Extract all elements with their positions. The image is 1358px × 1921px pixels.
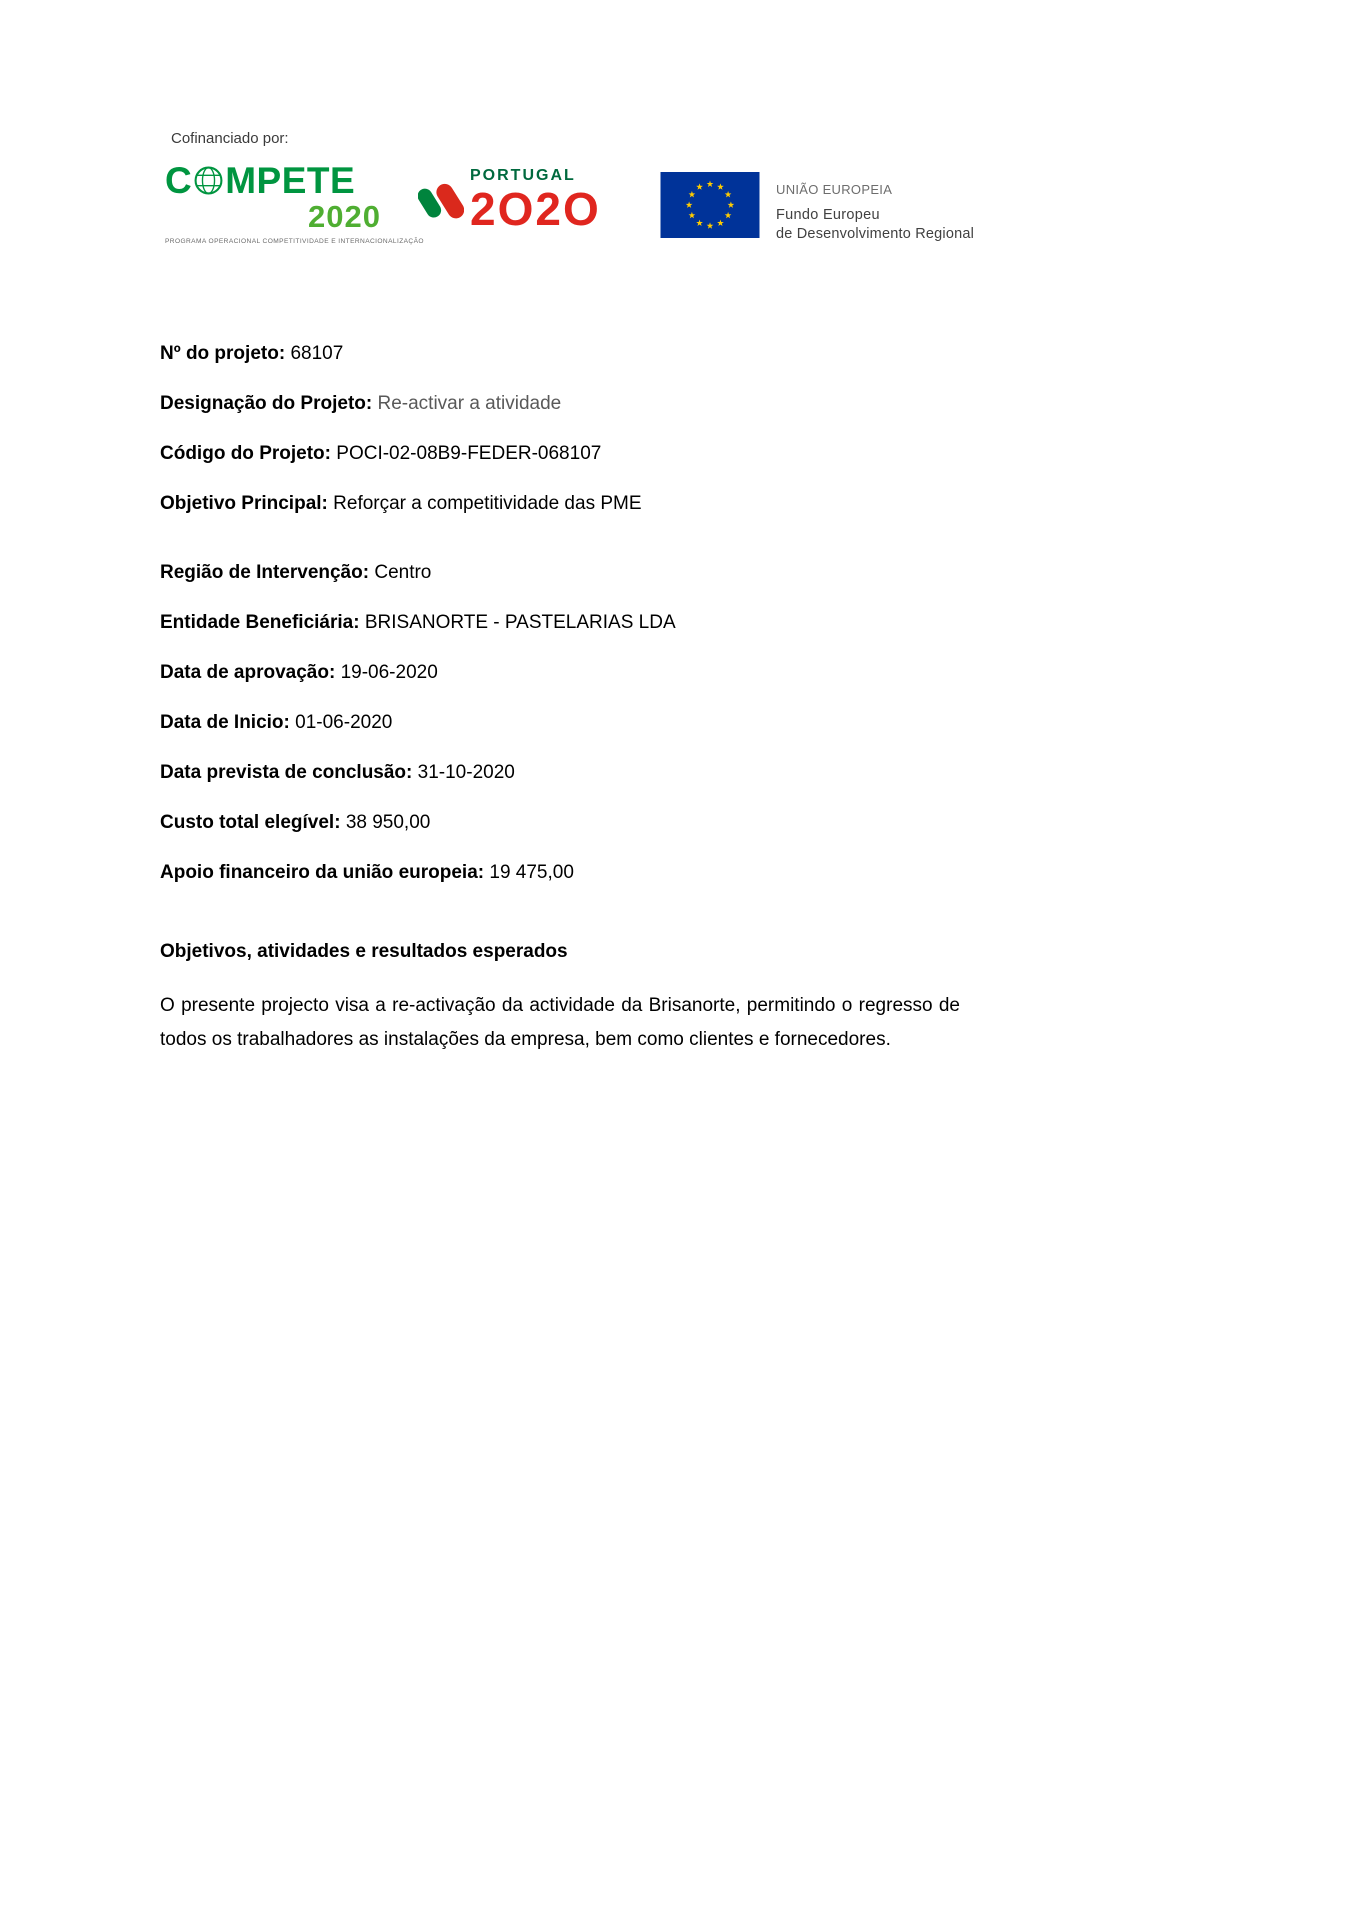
field-label: Data de Inicio: [160,712,290,733]
field-value: 19-06-2020 [340,662,438,683]
field-label: Nº do projeto: [160,343,286,364]
portugal-year: 2O2O [470,183,601,235]
field-value: Reforçar a competitividade das PME [333,493,642,514]
project-fields-secondary [160,561,960,884]
field-label: Data de aprovação: [160,662,336,683]
compete-year: 2020 [308,199,381,234]
field-row [160,811,960,834]
eu-logo [660,172,760,238]
field-label: Código do Projeto: [160,443,331,464]
field-row [160,761,960,784]
objectives-heading: Objetivos, atividades e resultados esperados [160,941,568,962]
project-fields-primary [160,342,960,515]
field-label: Região de Intervenção: [160,562,370,583]
cofinanced-by-label: Cofinanciado por: [171,130,289,147]
portugal-2020-logo [418,167,601,235]
field-value: 01-06-2020 [295,712,393,733]
field-value: 31-10-2020 [417,762,515,783]
field-label: Apoio financeiro da união europeia: [160,862,485,883]
field-value: 38 950,00 [345,812,431,833]
eu-caption-line3: de Desenvolvimento Regional [776,226,975,242]
field-row [160,492,960,515]
field-row [160,661,960,684]
field-row [160,342,960,365]
field-row [160,392,960,415]
field-row [160,561,960,584]
eu-flag-icon [660,172,760,238]
eu-caption-line2: Fundo Europeu [776,207,880,223]
field-value: Centro [374,562,432,583]
portugal-wordmark [470,167,601,235]
portugal-flag-icon [418,172,464,232]
objectives-paragraph: O presente projecto visa a re-activação da actividade da Brisanorte, permitindo o regresso de todos os trabalhadores as instalações da empresa, bem como clientes e fornecedores. [160,995,960,1050]
compete-letters-rest: MPETE [225,160,356,201]
field-row [160,611,960,634]
field-label: Designação do Projeto: [160,393,373,414]
field-label: Custo total elegível: [160,812,341,833]
compete-caption: PROGRAMA OPERACIONAL COMPETITIVIDADE E INTERNACIONALIZAÇÃO [165,238,424,245]
field-row [160,711,960,734]
field-value: POCI-02-08B9-FEDER-068107 [336,443,602,464]
field-row [160,442,960,465]
field-label: Objetivo Principal: [160,493,328,514]
eu-caption [776,182,974,242]
field-row [160,861,960,884]
field-value: 68107 [290,343,344,364]
field-label: Data prevista de conclusão: [160,762,413,783]
eu-caption-line1: UNIÃO EUROPEIA [776,182,893,197]
compete-wordmark [165,162,395,199]
field-label: Entidade Beneficiária: [160,612,360,633]
compete-letter-c: C [165,160,193,201]
field-value: BRISANORTE - PASTELARIAS LDA [364,612,676,633]
field-value: Re-activar a atividade [377,393,562,414]
compete-2020-logo [165,160,424,245]
compete-globe-icon [193,165,224,196]
document-body [160,342,960,1076]
portugal-name: PORTUGAL [470,167,576,184]
field-value: 19 475,00 [489,862,574,883]
